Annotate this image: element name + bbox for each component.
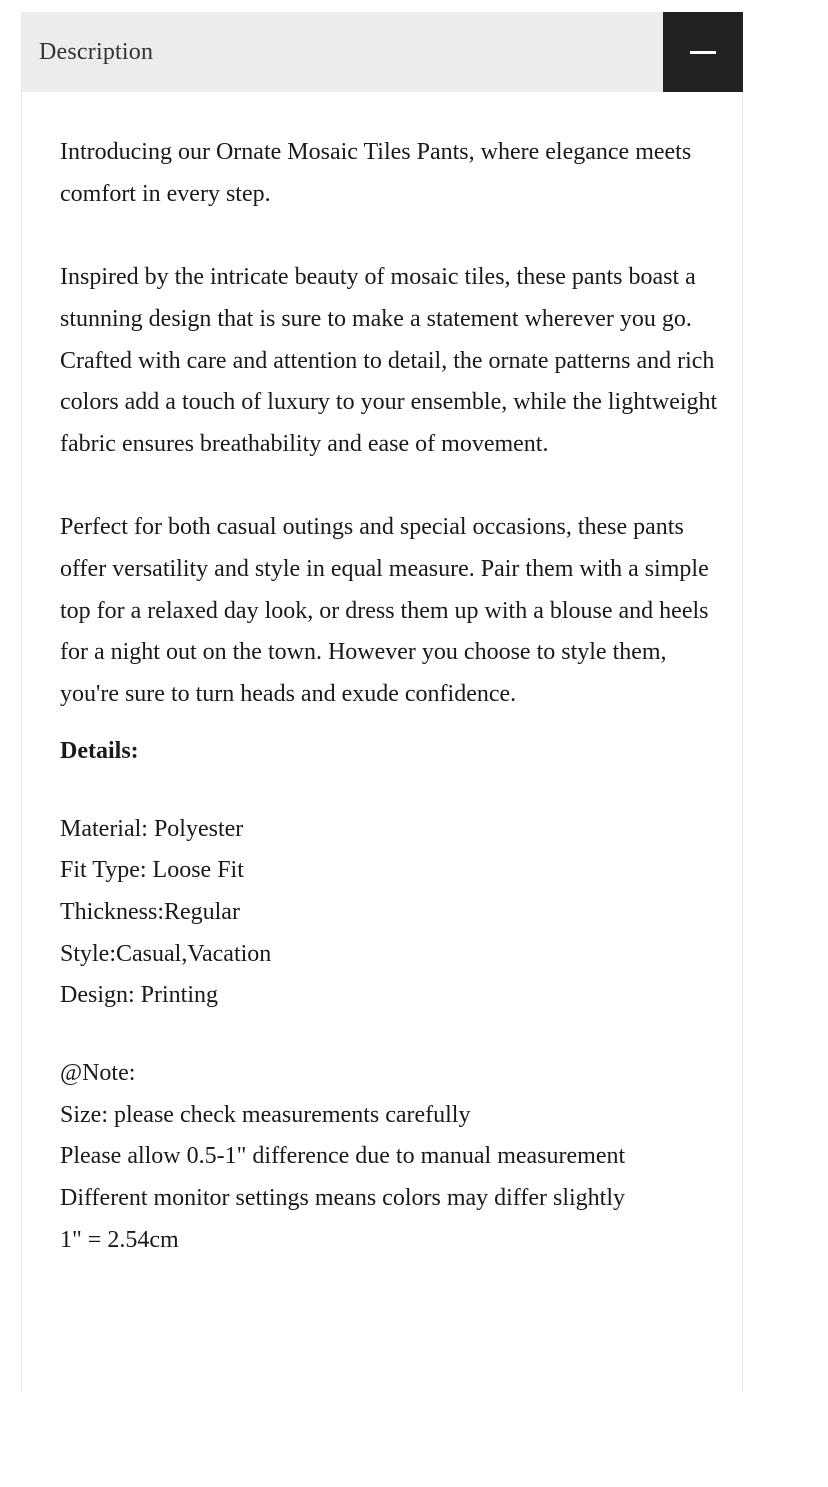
description-paragraph: Introducing our Ornate Mosaic Tiles Pants, where elegance meets comfort in every step.: [60, 139, 692, 207]
note-heading: @Note:: [60, 1060, 136, 1087]
accordion-header[interactable]: [21, 12, 743, 92]
note-item: Different monitor settings means colors may differ slightly: [60, 1185, 626, 1212]
accordion-title: Description: [39, 38, 154, 65]
note-item: Please allow 0.5-1" difference due to manual measurement: [60, 1143, 626, 1170]
detail-item: Fit Type: Loose Fit: [60, 857, 244, 884]
accordion-body: [21, 92, 743, 1392]
detail-item: Design: Printing: [60, 982, 219, 1009]
note-item: 1" = 2.54cm: [60, 1226, 179, 1253]
detail-item: Material: Polyester: [60, 815, 244, 842]
detail-item: Style:Casual,Vacation: [60, 940, 272, 967]
details-heading: Details:: [60, 737, 139, 764]
collapse-button[interactable]: [663, 12, 743, 92]
detail-item: Thickness:Regular: [60, 898, 240, 925]
description-paragraph: Inspired by the intricate beauty of mosaic tiles, these pants boast a stunning design that is sure to make a statement wherever you go. Crafted with care and attention to detail, the ornate patterns and rich colors add a touch of luxury to your ensemble, while the lightweight fabric ensures breathability and ease of movement.: [60, 264, 718, 457]
description-paragraph: Perfect for both casual outings and special occasions, these pants offer versatility and style in equal measure. Pair them with a simple top for a relaxed day look, or dress them up with a blouse and heels for a night out on the town. However you choose to style them, you're sure to turn heads and exude confidence.: [60, 514, 709, 708]
note-item: Size: please check measurements carefully: [60, 1101, 471, 1128]
minus-icon: [690, 51, 716, 54]
description-accordion: [21, 12, 743, 1392]
